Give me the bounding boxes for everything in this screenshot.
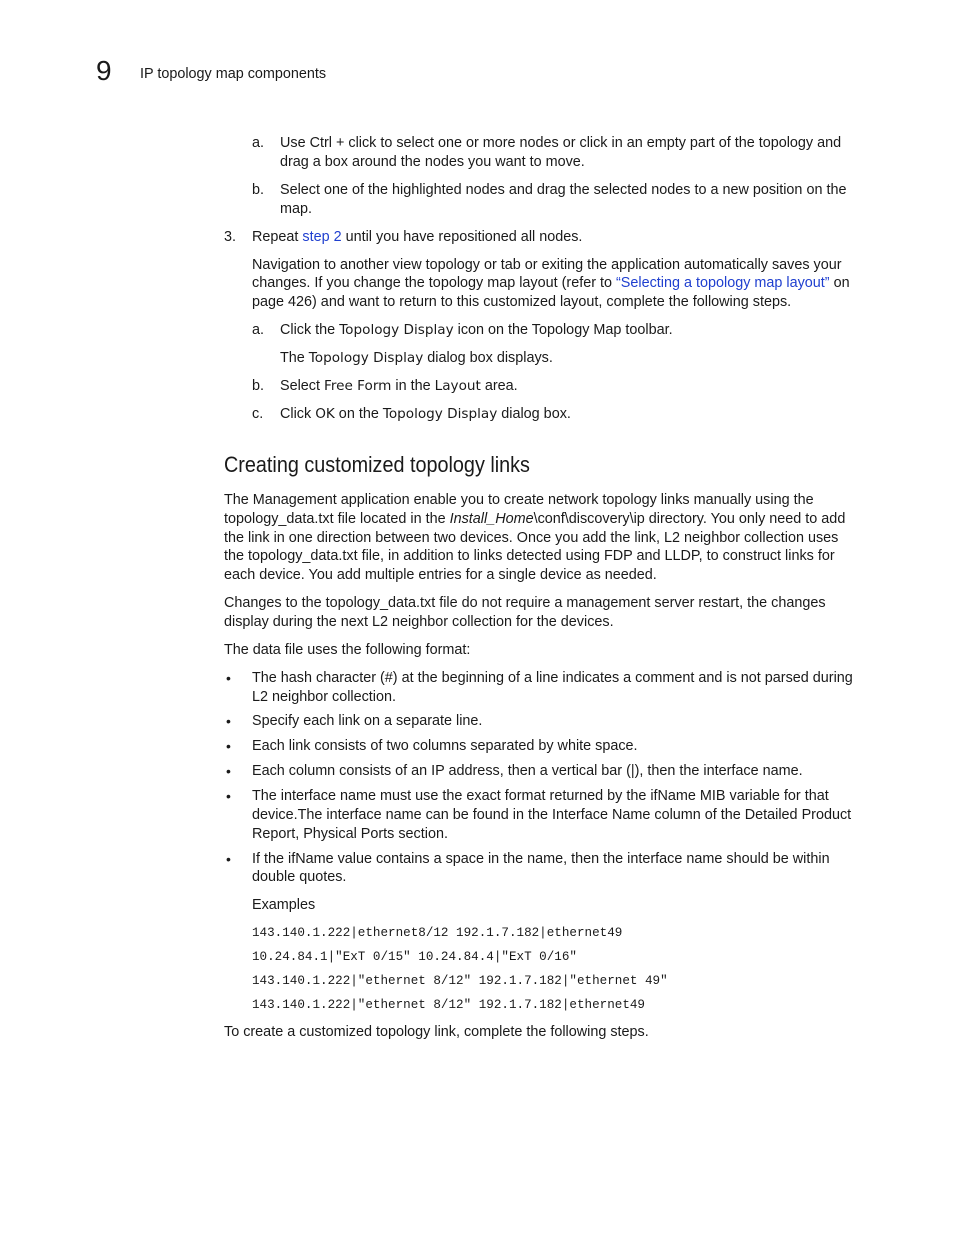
- bullet-icon: •: [226, 713, 231, 729]
- sub-c-pre: Click: [280, 406, 316, 422]
- p3-text: The data file uses the following format:: [224, 642, 471, 658]
- nav-para-line3: page 426) and want to return to this customized layout, complete the following steps.: [252, 294, 792, 310]
- examples-label: Examples: [252, 897, 316, 913]
- step-3-pre: Repeat: [252, 229, 303, 245]
- step-a-line2: drag a box around the nodes you want to move.: [280, 154, 585, 170]
- example-line: 10.24.84.1|"ExT 0/15" 10.24.84.4|"ExT 0/16": [252, 950, 577, 964]
- p2-line1: Changes to the topology_data.txt file do not require a management server restart, the changes: [224, 595, 826, 611]
- step-2-link[interactable]: step 2: [302, 229, 342, 245]
- sub-b-marker: b.: [252, 378, 265, 394]
- sub-c-marker: c.: [252, 406, 264, 422]
- layout-label: Layout: [434, 378, 481, 394]
- install-home-text: Install_Home: [449, 511, 534, 527]
- section-heading: Creating customized topology links: [224, 452, 530, 477]
- step-a-marker: a.: [252, 135, 265, 151]
- step-b-line1: Select one of the highlighted nodes and drag the selected nodes to a new position on the: [280, 182, 847, 198]
- sub-c-mid: on the: [334, 406, 383, 422]
- p1-line5: each device. You add multiple entries for a single device as needed.: [224, 567, 657, 583]
- bullet-4-line1: Each column consists of an IP address, then a vertical bar (|), then the interface name.: [252, 763, 803, 779]
- bullet-5-line3: Report, Physical Ports section.: [252, 826, 448, 842]
- sub-a2-pre: The: [280, 350, 309, 366]
- sub-b-post: area.: [480, 378, 518, 394]
- p1-line2-pre: topology_data.txt file located in the: [224, 511, 450, 527]
- bullet-6-line2: double quotes.: [252, 869, 347, 885]
- topology-display-label: Topology Display: [382, 406, 498, 422]
- bullet-icon: •: [226, 851, 231, 867]
- topology-display-label: Topology Display: [339, 322, 454, 338]
- bullet-5-line1: The interface name must use the exact format returned by the ifName MIB variable for that: [252, 788, 829, 804]
- sub-b-mid: in the: [391, 378, 435, 394]
- step-3-marker: 3.: [224, 229, 237, 245]
- step-3-post: until you have repositioned all nodes.: [341, 229, 583, 245]
- p2-line2: display during the next L2 neighbor collection for the devices.: [224, 614, 614, 630]
- sub-c-post: dialog box.: [497, 406, 571, 422]
- p1-line1: The Management application enable you to create network topology links manually using the: [224, 492, 814, 508]
- sub-b-text: [280, 377, 518, 396]
- nav-para-line2-post: on: [829, 275, 850, 291]
- nav-para-line2: [252, 274, 850, 293]
- topology-display-label: Topology Display: [308, 350, 424, 366]
- sub-a2-text: [280, 349, 553, 368]
- bullet-5-line2: device.The interface name can be found in the Interface Name column of the Detailed Product: [252, 807, 852, 823]
- nav-para-line1: Navigation to another view topology or tab or exiting the application automatically saves your: [252, 257, 842, 273]
- p1-line2: [224, 510, 845, 529]
- p1-line2-post: \conf\discovery\ip directory. You only need to add: [533, 511, 846, 527]
- step-b-line2: map.: [280, 201, 312, 217]
- sub-c-text: [280, 405, 571, 424]
- bullet-icon: •: [226, 763, 231, 779]
- bullet-2-line1: Specify each link on a separate line.: [252, 713, 483, 729]
- bullet-1-line1: The hash character (#) at the beginning of a line indicates a comment and is not parsed during: [252, 670, 853, 686]
- example-line: 143.140.1.222|"ethernet 8/12" 192.1.7.182|ethernet49: [252, 998, 645, 1012]
- bullet-3-line1: Each link consists of two columns separated by white space.: [252, 738, 638, 754]
- bullet-6-line1: If the ifName value contains a space in the name, then the interface name should be within: [252, 851, 830, 867]
- ok-label: OK: [315, 406, 335, 422]
- p1-line4: the topology_data.txt file, in addition to links detected using FDP and LLDP, to construct links for: [224, 548, 835, 564]
- example-line: 143.140.1.222|ethernet8/12 192.1.7.182|ethernet49: [252, 926, 623, 940]
- sub-b-pre: Select: [280, 378, 324, 394]
- step-3-text: [252, 228, 582, 247]
- sub-a-text: [280, 321, 673, 340]
- bullet-icon: •: [226, 788, 231, 804]
- sub-a-post: icon on the Topology Map toolbar.: [453, 322, 673, 338]
- sub-a-pre: Click the: [280, 322, 340, 338]
- bullet-1-line2: L2 neighbor collection.: [252, 689, 397, 705]
- sub-a-marker: a.: [252, 322, 265, 338]
- closing-text: To create a customized topology link, complete the following steps.: [224, 1024, 649, 1040]
- chapter-number: 9: [96, 55, 112, 86]
- bullet-icon: •: [226, 670, 231, 686]
- nav-para-line2-pre: changes. If you change the topology map layout (refer to: [252, 275, 616, 291]
- selecting-layout-link[interactable]: “Selecting a topology map layout”: [616, 275, 830, 291]
- p1-line3: the link in one direction between two devices. Once you add the link, L2 neighbor collection uses: [224, 530, 839, 546]
- chapter-title: IP topology map components: [140, 66, 327, 82]
- step-a-line1: Use Ctrl + click to select one or more nodes or click in an empty part of the topology and: [280, 135, 842, 151]
- bullet-icon: •: [226, 738, 231, 754]
- sub-a2-post: dialog box displays.: [423, 350, 553, 366]
- free-form-label: Free Form: [324, 378, 392, 394]
- example-line: 143.140.1.222|"ethernet 8/12" 192.1.7.182|"ethernet 49": [252, 974, 668, 988]
- step-b-marker: b.: [252, 182, 265, 198]
